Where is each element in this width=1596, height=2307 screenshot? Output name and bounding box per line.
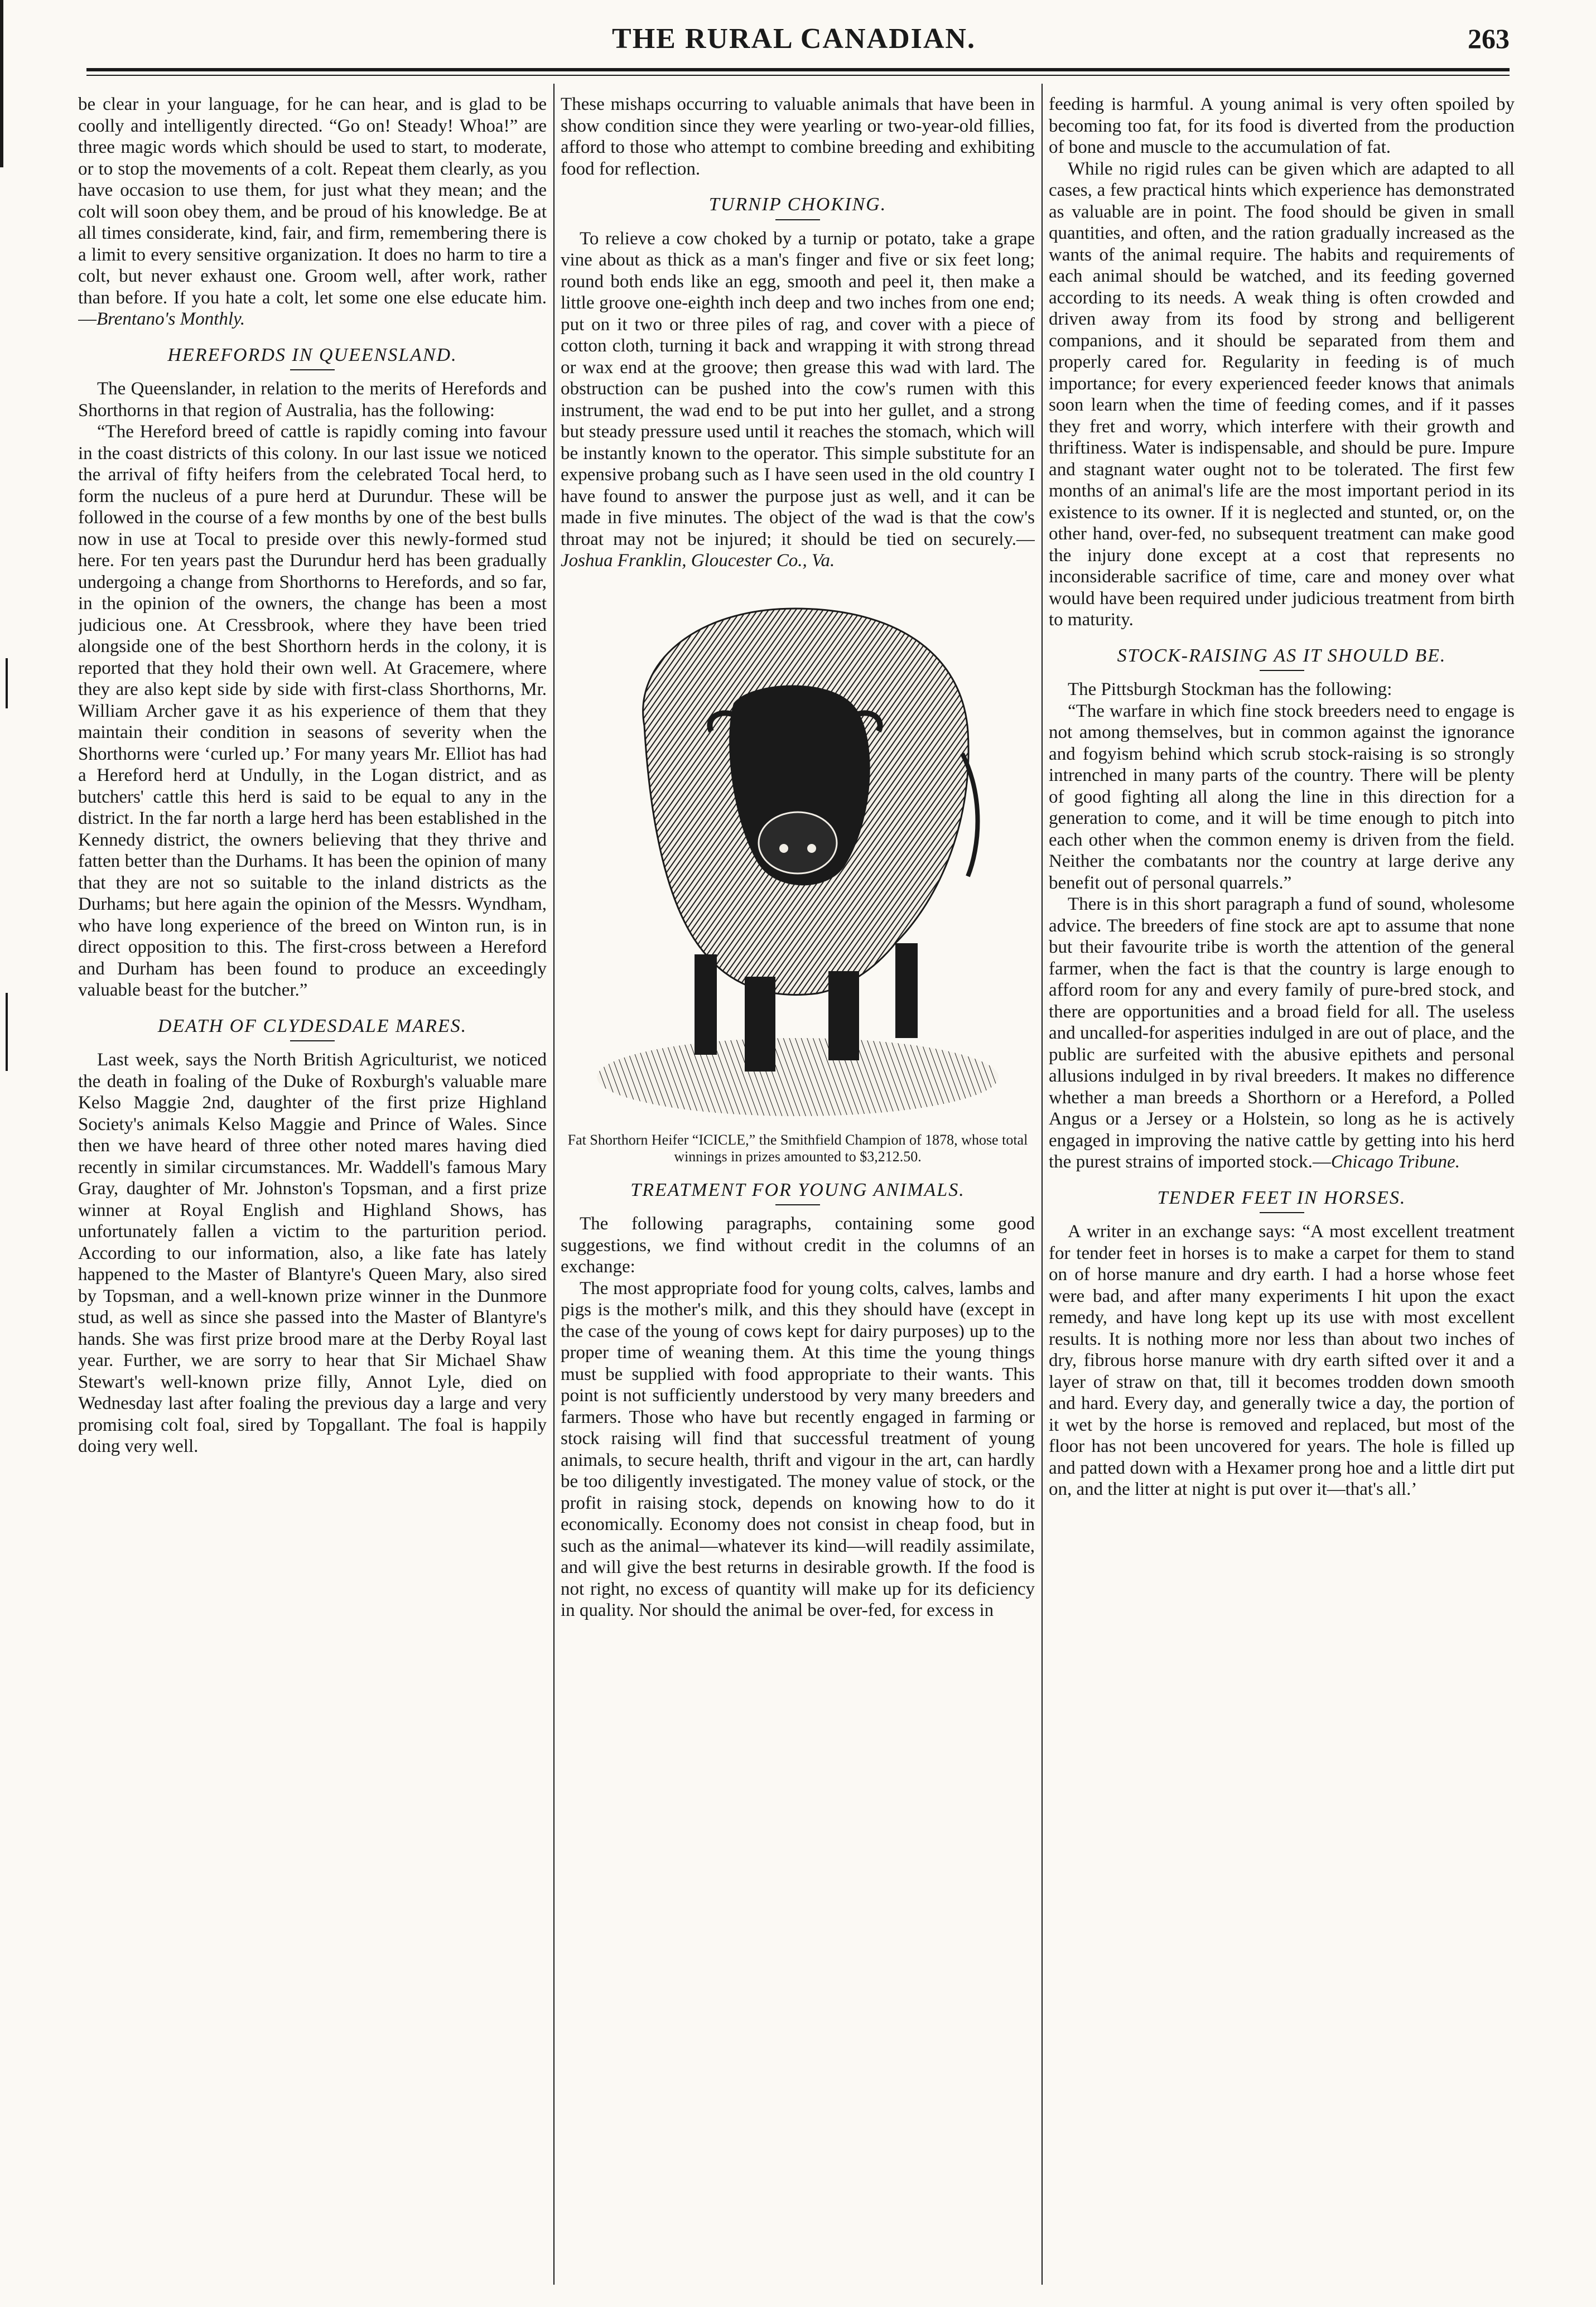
article-paragraph: The following paragraphs, containing some good suggestions, we find without credit in the columns of an exchange: xyxy=(561,1214,1035,1277)
header-rule xyxy=(86,68,1510,71)
paragraph-text: be clear in your language, for he can hear, and is glad to be coolly and intelligently directed. “Go on! Steady! Whoa!” are three magic words which should be used to start, to moderate, or to stop the movements of a colt. Repeat them clearly, as you have occasion to use them, for just what they mean; and the colt will soon obey them, and be proud of his knowledge. Be at all times considerate, kind, fair, and firm, remembering there is a limit to every sensitive organization. It does no harm to tire a colt, but never exhaust one. Groom well, after work, rather than before. If you hate a colt, let some one else educate him.— xyxy=(78,94,547,329)
paragraph-text: There is in this short paragraph a fund of sound, wholesome advice. The breeders of fine stock are apt to assume that none but their favourite tribe is worth the attention of the general farmer, when the fact is that the country is large enough to afford room for any and every family of pure-bred stock, and there are opportunities and a broad field for all. The useless and uncalled-for asperities indulged in are out of place, and the public are surfeited with the abusive epithets and personal allusions indulged in by rival breeders. It makes no difference whether a man breeds a Shorthorn or a Hereford, a Polled Angus or a Jersey or a Holstein, so long as he is actively engaged in improving the native cattle by getting into his herd the purest strains of imported stock.— xyxy=(1049,894,1515,1172)
margin-binding-mark xyxy=(6,993,8,1071)
column-3 xyxy=(1049,94,1515,2285)
article-paragraph xyxy=(561,228,1035,572)
column-1 xyxy=(78,94,547,2285)
article-paragraph: “The Hereford breed of cattle is rapidly coming into favour in the coast districts of this colony. In our last issue we noticed the arrival of fifty heifers from the celebrated Tocal herd, to form the nucleus of a pure herd at Durundur. These will be followed in the course of a few months by one of the best bulls now in use at Tocal to preside over this newly-formed stud here. For ten years past the Durundur herd has been gradually undergoing a change from Shorthorns to Herefords, and so far, in the opinion of the owners, the change has been a most judicious one. At Cressbrook, where they have been tried alongside one of the best Shorthorn herds in the colony, it is reported that they hold their own well. At Gracemere, where they are also kept side by side with first-class Shorthorns, Mr. William Archer gave it as his experience of them that they maintain their condition in seasons of severity when the Shorthorns were ‘curled up.’ For many years Mr. Elliot has had a Hereford herd at Undully, in the Logan district, and as butchers' cattle this herd is said to be equal to any in the district. In the far north a large herd has been established in the Kennedy district, the owners believing that they thrive and fatten better than the Durhams. It has been the opinion of many that they are not so suitable to the inland districts as the Durhams; but here again the opinion of the Messrs. Wyndham, who have long experience of the breed on Winton run, is in direct opposition to this. The first-cross between a Hereford and Durham has been found to produce an exceedingly valuable beast for the butcher.” xyxy=(78,422,547,1000)
source-credit: Brentano's Monthly. xyxy=(97,309,245,329)
source-credit: Joshua Franklin, Gloucester Co., Va. xyxy=(561,551,835,571)
section-heading: TURNIP CHOKING. xyxy=(708,194,887,215)
heading-rule xyxy=(290,1040,335,1041)
article-paragraph: The Queenslander, in relation to the merits of Herefords and Shorthorns in that region of Australia, has the following: xyxy=(78,379,547,421)
heifer-illustration xyxy=(561,586,1035,1165)
header-rule-thin xyxy=(86,75,1510,76)
section-heading: TENDER FEET IN HORSES. xyxy=(1157,1187,1406,1208)
article-paragraph xyxy=(1049,894,1515,1173)
article-paragraph: While no rigid rules can be given which are adapted to all cases, a few practical hints which experience has demonstrated as valuable are in point. The food should be given in small quantities, and often, and the ration gradually increased as the wants of the animal require. The habits and requirements of each animal should be watched, and its feeding governed according to its needs. A weak thing is often crowded and driven away from its food by strong and belligerent companions, and it should be separated from them and properly cared for. Regularity in feeding is of much importance; for every experienced feeder knows that animals soon learn when the time of feeding comes, and if it passes they fret and worry, which interfere with their growth and thriftiness. Water is indispensable, and should be pure. Impure and stagnant water ought not to be tolerated. The first few months of an animal's life are the most important period in its existence to its owner. If it is neglected and stunted, or, on the other hand, over-fed, no subsequent treatment can make good the injury done except at a cost that represents no inconsiderable sacrifice of time, care and money over what would have been required under judicious treatment from birth to maturity. xyxy=(1049,158,1515,630)
article-paragraph: “The warfare in which fine stock breeders need to engage is not among themselves, but in common against the ignorance and fogyism behind which scrub stock-raising is so strongly intrenched in many parts of the country. There will be plenty of good fighting all along the line in this direction for a generation to come, and it will be time enough to pitch into each other when the common enemy is driven from the field. Neither the combatants nor the country at large derive any benefit out of personal quarrels.” xyxy=(1049,701,1515,893)
article-paragraph: A writer in an exchange says: “A most excellent treatment for tender feet in horses is to make a carpet for them to stand on of horse manure and dry earth. I had a horse whose feet were bad, and after many experiments I hit upon the exact remedy, and have long kept up its use with most excellent results. It is nothing more nor less than about two inches of dry, fibrous horse manure with dry earth sifted over it and a layer of straw on that, till it becomes trodden down smooth and hard. Every day, and generally twice a day, the portion of it wet by the horse is removed and replaced, but most of the floor has not been uncovered for years. The hole is filled up and patted down with a Hexamer prong hoe and a little dirt put on, and the litter at night is put over it—that's all.’ xyxy=(1049,1222,1515,1499)
article-paragraph: Last week, says the North British Agriculturist, we noticed the death in foaling of the Duke of Roxburgh's valuable mare Kelso Maggie 2nd, daughter of the first prize Highland Society's animals Kelso Maggie and Prince of Wales. Since then we have heard of three other noted mares having died recently in similar circumstances. Mr. Waddell's famous Mary Gray, daughter of Mr. Johnston's Topsman, and a first prize winner at Royal English and Highland Shows, has unfortunately fallen a victim to the parturition period. According to our information, also, a like fate has lately happened to the Master of Blantyre's Queen Mary, also sired by Topsman, and a well-known prize winner in the Dunmore stud, as well as since she passed into the Master of Blantyre's hands. She was first prize brood mare at the Derby Royal last year. Further, we are sorry to hear that Sir Michael Shaw Stewart's well-known prize filly, Annot Lyle, died on Wednesday last after foaling the previous day a large and very promising colt foal, sired by Topgallant. The foal is happily doing very well. xyxy=(78,1050,547,1456)
figure-caption: Fat Shorthorn Heifer “ICICLE,” the Smithfield Champion of 1878, whose total winnings in prizes amounted to $3,212.50. xyxy=(567,1131,1028,1165)
article-paragraph: The Pittsburgh Stockman has the following: xyxy=(1068,679,1392,699)
section-heading: HEREFORDS IN QUEENSLAND. xyxy=(167,344,457,365)
page-number: 263 xyxy=(1468,23,1510,54)
margin-binding-mark xyxy=(6,658,8,708)
heading-rule xyxy=(775,219,820,220)
article-paragraph: feeding is harmful. A young animal is very often spoiled by becoming too fat, for its food is diverted from the production of bone and muscle to the accumulation of fat. xyxy=(1049,94,1515,157)
column-2 xyxy=(561,94,1035,2285)
article-paragraph: The most appropriate food for young colts, calves, lambs and pigs is the mother's milk, and this they should have (except in the case of the young of cows kept for dairy purposes) up to the proper time of weaning them. At this time the young things must be supplied with food appropriate to their wants. This point is not sufficiently understood by very many breeders and farmers. Those who have but recently engaged in farming or stock raising will find that successful treatment of young animals, to secure health, thrift and vigour in the art, can hardly be too diligently investigated. The money value of stock, or the profit in raising stock, depends on knowing how to do it economically. Economy does not consist in cheap food, but in such as the animal—whatever its kind—will readily assimilate, and will give the best returns in desirable growth. If the food is not right, no excess of quantity will make up for its deficiency in quality. Nor should the animal be over-fed, for excess in xyxy=(561,1278,1035,1620)
source-credit: Chicago Tribune. xyxy=(1330,1152,1460,1172)
column-divider xyxy=(1042,84,1043,2285)
section-heading: DEATH OF CLYDESDALE MARES. xyxy=(157,1015,467,1036)
heifer-engraving-icon xyxy=(583,586,1012,1127)
section-heading: STOCK-RAISING AS IT SHOULD BE. xyxy=(1117,645,1446,666)
heading-rule xyxy=(290,369,335,370)
heading-rule xyxy=(775,1204,820,1205)
section-heading: TREATMENT FOR YOUNG ANIMALS. xyxy=(630,1179,965,1200)
heading-rule xyxy=(1260,1212,1304,1213)
publication-title: THE RURAL CANADIAN. xyxy=(612,23,976,55)
page-header xyxy=(78,22,1510,61)
heading-rule xyxy=(1260,670,1304,671)
margin-binding-mark xyxy=(0,0,3,167)
column-divider xyxy=(553,84,554,2285)
paragraph-text: To relieve a cow choked by a turnip or potato, take a grape vine about as thick as a man's finger and five or six feet long; round both ends like an egg, smooth and peel it, then make a little groove one-eighth inch deep and two inches from one end; put on it two or three piles of rag, and cover with a piece of cotton cloth, turning it back and wrapping it with strong thread or wax end at the groove; then grease this wad with lard. The obstruction can be pushed into the cow's rumen with this instrument, the wad end to be put into her gullet, and a strong but steady pressure used until it reaches the stomach, which will be instantly known to the operator. This simple substitute for an expensive probang such as I have seen used in the old country I have found to answer the purpose just as well, and it can be made in five minutes. The object of the wad is that the cow's throat may not be injured; it should be tied on securely.— xyxy=(561,228,1035,549)
article-paragraph xyxy=(78,94,547,330)
article-paragraph: These mishaps occurring to valuable animals that have been in show condition since they were yearling or two-year-old fillies, afford to those who attempt to combine breeding and exhibiting food for reflection. xyxy=(561,94,1035,179)
